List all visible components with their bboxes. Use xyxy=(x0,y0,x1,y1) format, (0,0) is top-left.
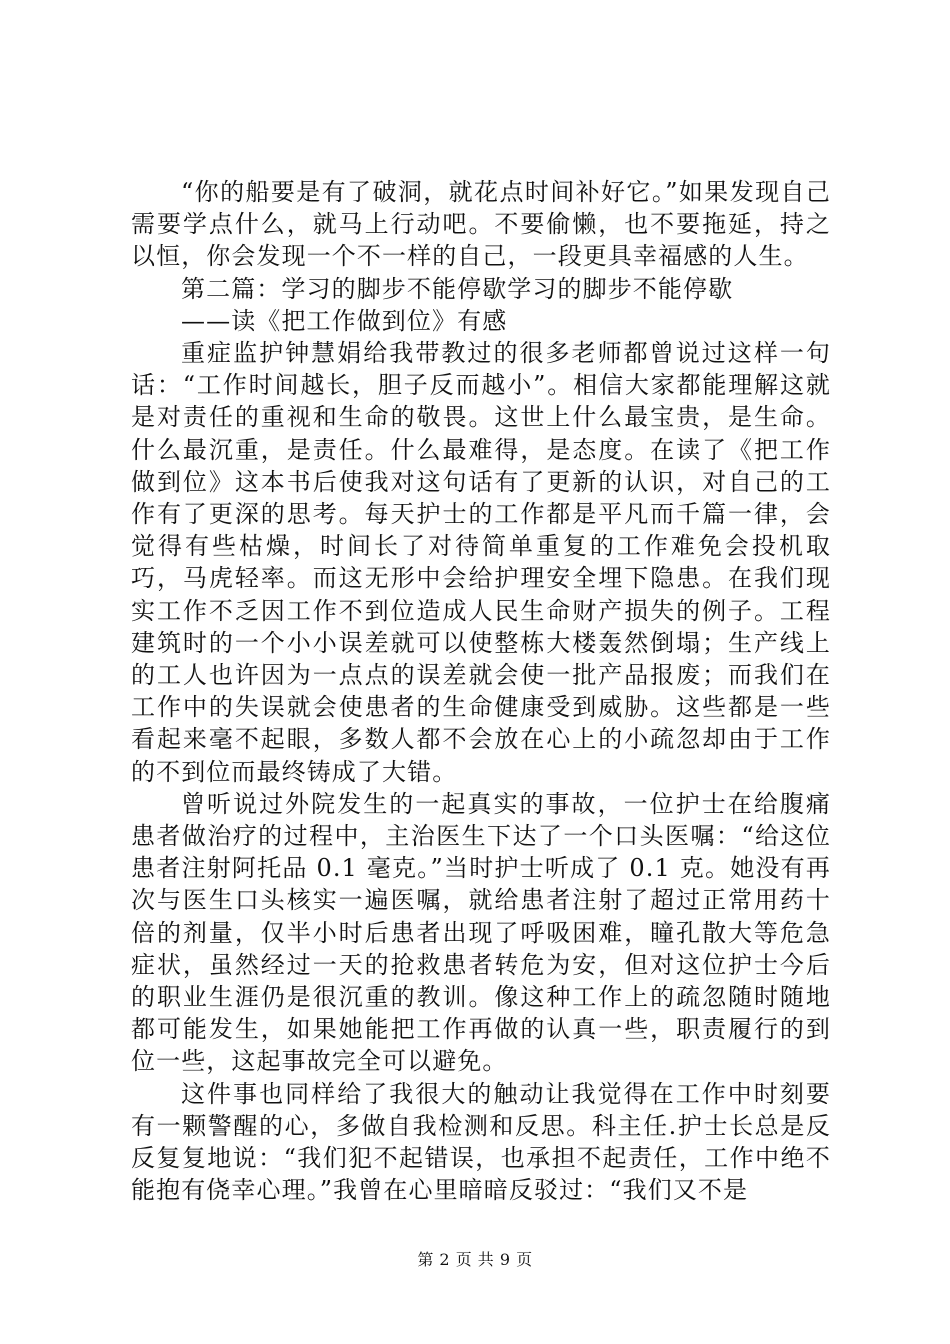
paragraph-accident-story: 曾听说过外院发生的一起真实的事故，一位护士在给腹痛患者做治疗的过程中，主治医生下达了一个口头医嘱：“给这位患者注射阿托品 0.1 毫克。”当时护士听成了 0.1 克。她没有再次与医生口头核实一遍医嘱，就给患者注射了超过正常用药十倍的剂量，仅半小时后患者出现了呼吸困难，瞳孔散大等危急症状，虽然经过一天的抢救患者转危为安，但对这位护士今后的职业生涯仍是很沉重的教训。像这种工作上的疏忽随时随地都可能发生，如果她能把工作再做的认真一些，职责履行的到位一些，这起事故完全可以避免。 xyxy=(131,789,831,1076)
page-number-footer: 第 2 页 共 9 页 xyxy=(417,1250,533,1269)
paragraph-reflection: 这件事也同样给了我很大的触动让我觉得在工作中时刻要有一颗警醒的心，多做自我检测和反思。科主任.护士长总是反反复复地说：“我们犯不起错误，也承担不起责任，工作中绝不能抱有侥幸心理。”我曾在心里暗暗反驳过：“我们又不是 xyxy=(131,1079,831,1205)
paragraph-intro-quote: “你的船要是有了破洞，就花点时间补好它。”如果发现自己需要学点什么，就马上行动吧。不要偷懒，也不要拖延，持之以恒，你会发现一个不一样的自己，一段更具幸福感的人生。 xyxy=(131,178,831,271)
section-title: 第二篇：学习的脚步不能停歇学习的脚步不能停歇 xyxy=(181,274,734,303)
paragraph-responsibility: 重症监护钟慧娟给我带教过的很多老师都曾说过这样一句话：“工作时间越长，胆子反而越小”。相信大家都能理解这就是对责任的重视和生命的敬畏。这世上什么最宝贵，是生命。什么最沉重，是责任。什么最难得，是态度。在读了《把工作做到位》这本书后使我对这句话有了更新的认识，对自己的工作有了更深的思考。每天护士的工作都是平凡而千篇一律，会觉得有些枯燥，时间长了对待简单重复的工作难免会投机取巧，马虎轻率。而这无形中会给护理安全埋下隐患。在我们现实工作不乏因工作不到位造成人民生命财产损失的例子。工程建筑时的一个小小误差就可以使整栋大楼轰然倒塌；生产线上的工人也许因为一点点的误差就会使一批产品报废；而我们在工作中的失误就会使患者的生命健康受到威胁。这些都是一些看起来毫不起眼，多数人都不会放在心上的小疏忽却由于工作的不到位而最终铸成了大错。 xyxy=(131,339,831,786)
section-subtitle: ——读《把工作做到位》有感 xyxy=(181,306,508,335)
document-body xyxy=(131,176,831,1207)
